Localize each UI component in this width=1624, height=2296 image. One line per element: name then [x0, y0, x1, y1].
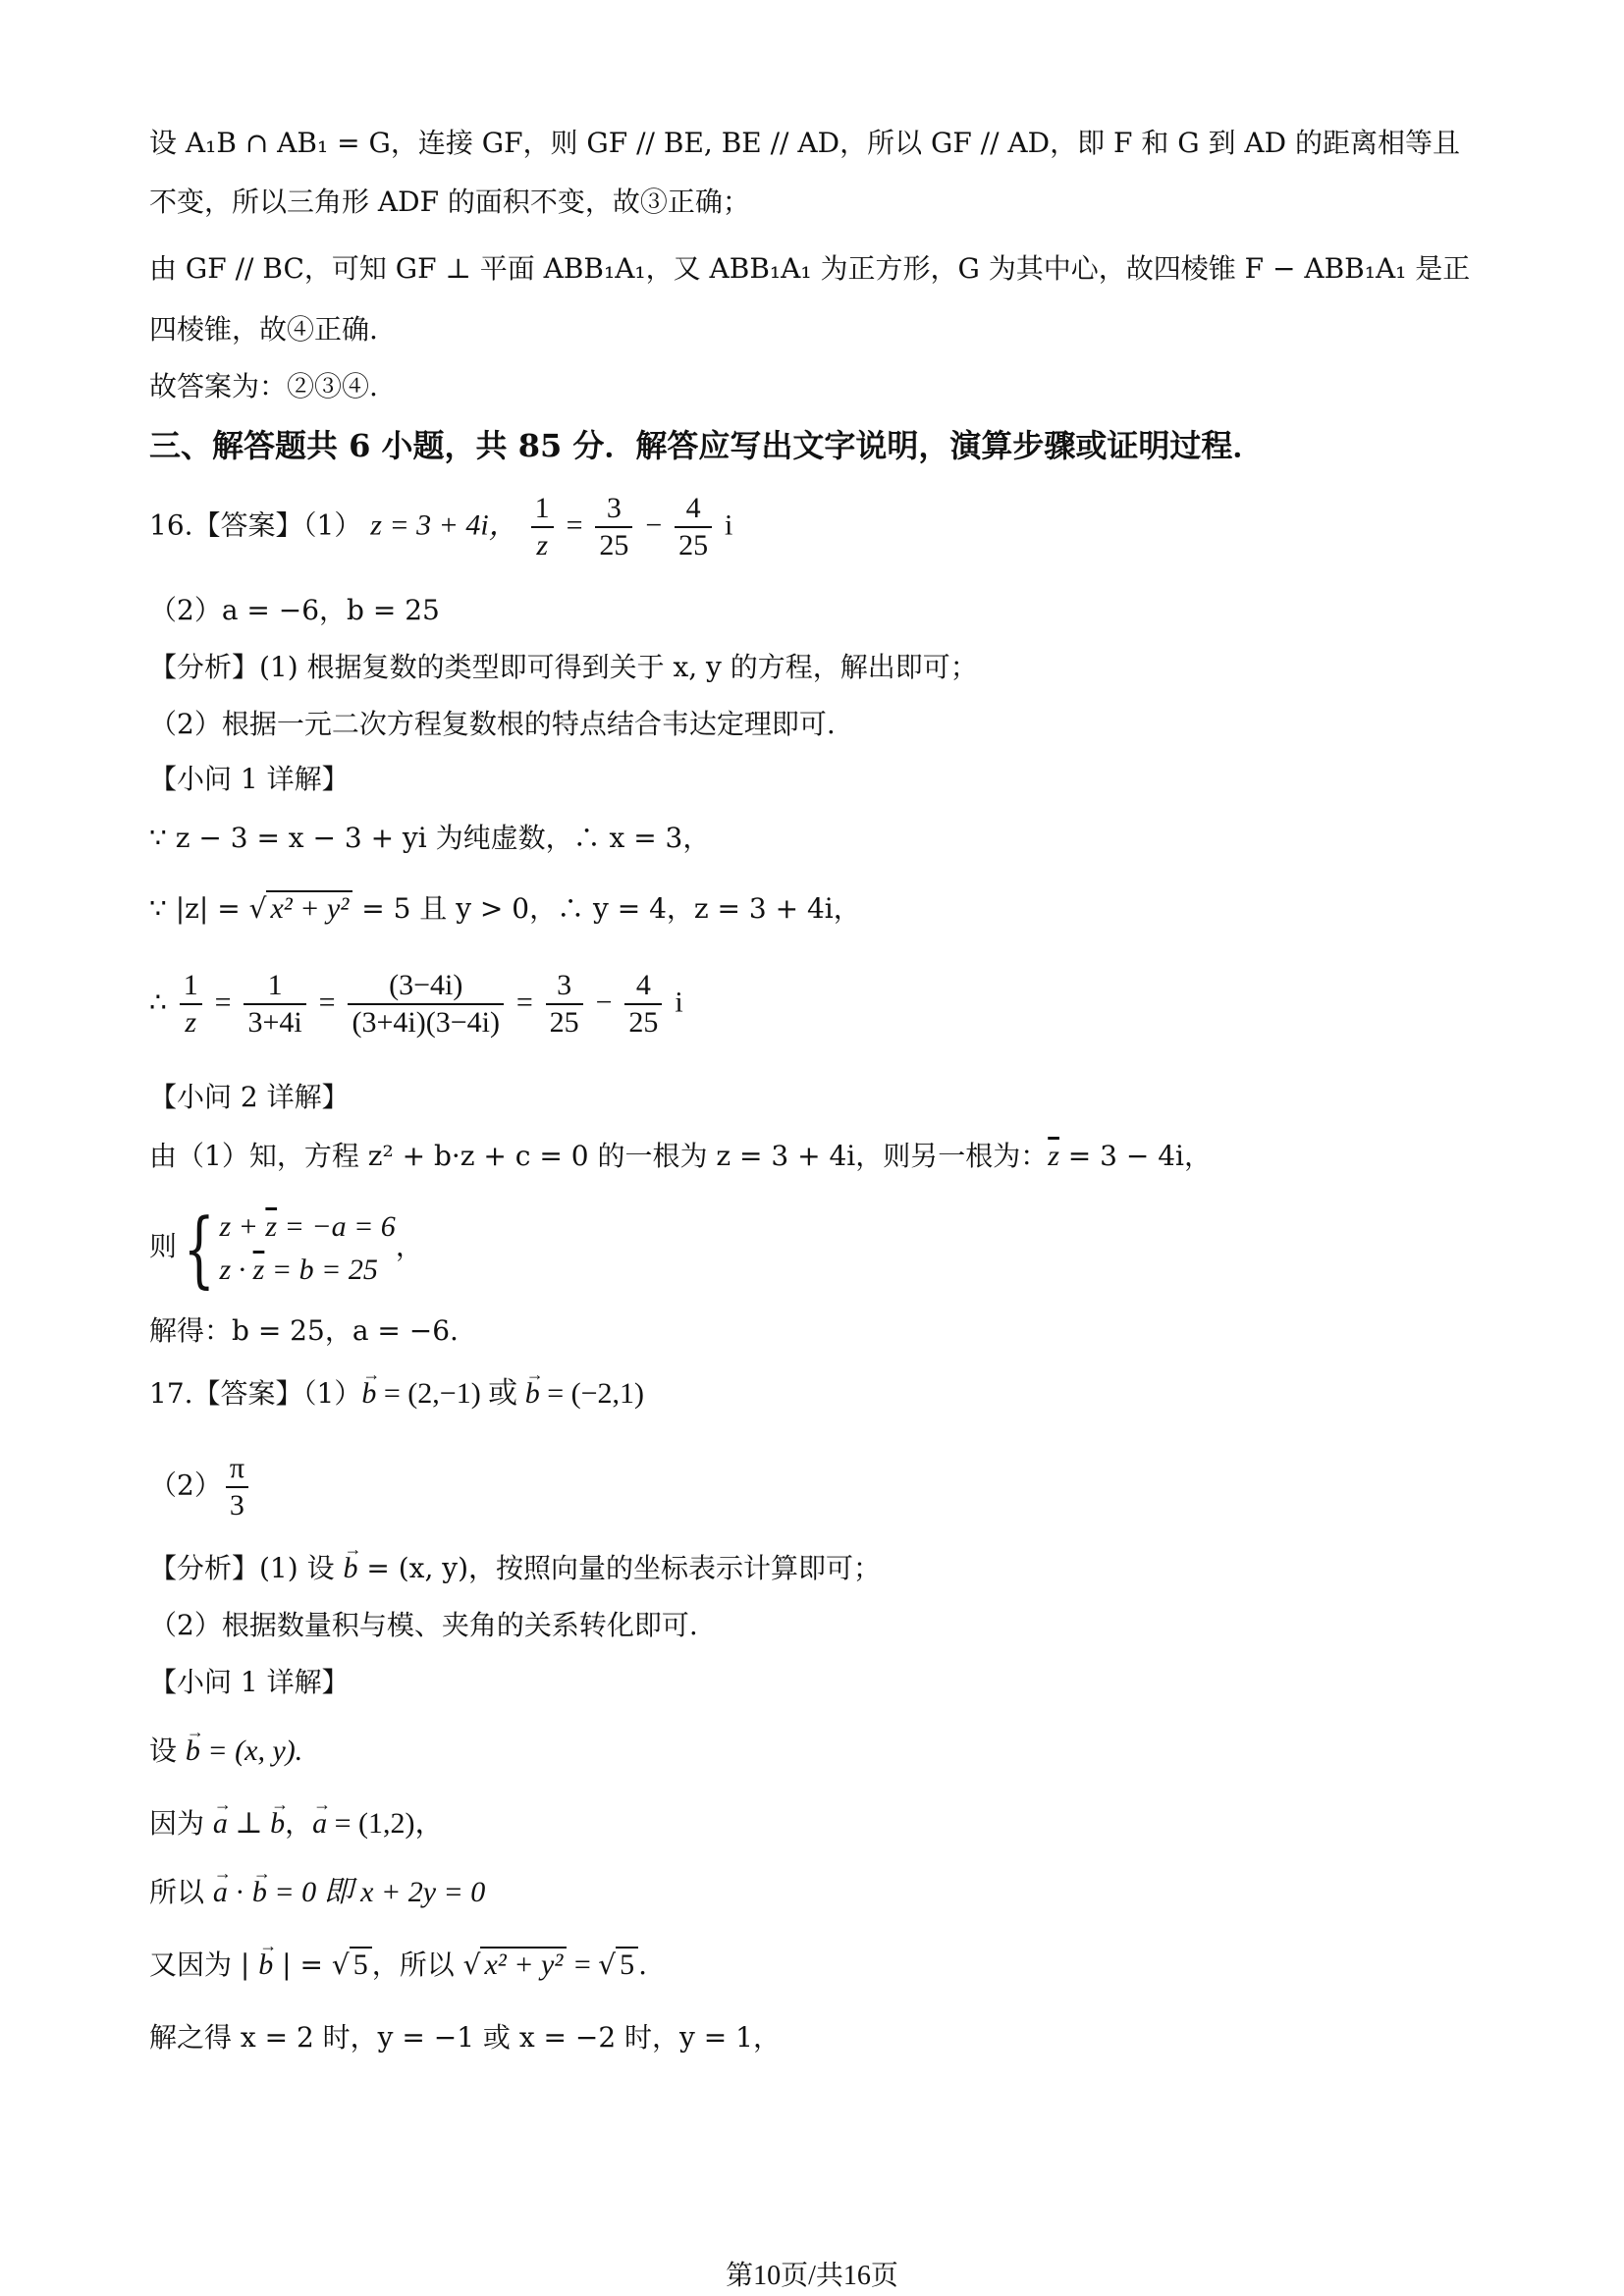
- text-line: 设 A₁B ∩ AB₁ = G，连接 GF，则 GF // BE, BE // AD，所以 GF // AD，即 F 和 G 到 AD 的距离相等且: [149, 127, 1460, 159]
- section-heading: 三、解答题共 6 小题，共 85 分．解答应写出文字说明，演算步骤或证明过程．: [149, 427, 1265, 464]
- sqrt: √ x² + y²: [249, 889, 353, 929]
- fraction: $\frac{3}{25}$: [595, 491, 632, 563]
- solution-line: 又因为 | → b | = √ 5 ，所以 √ x² + y² = √ 5 .: [149, 1946, 647, 1985]
- solution-line: 设 → b = (x, y).: [149, 1732, 302, 1771]
- fraction: $\frac{1}{z}$: [531, 491, 554, 563]
- text-line: 故答案为：②③④.: [149, 370, 378, 402]
- solution-line: 由（1）知，方程 z² + b·z + c = 0 的一根为 z = 3 + 4i，则另一根为：$\overline{z} = 3 - 4i$，: [149, 1140, 1213, 1172]
- subsection-label: 【小问 2 详解】: [149, 1081, 350, 1113]
- equation-system: 则{ $z + \overline{z} = -a = 6$ $z \cdot \overline{z} = b = 25$ ，: [149, 1200, 423, 1297]
- q17-part2: （2） $\frac{\pi}{3}$: [149, 1451, 252, 1523]
- q16-part2: （2）a = −6，b = 25: [149, 594, 440, 626]
- q16-answer-1: z = 3 + 4i，: [370, 508, 518, 542]
- solution-line: ∵ |z| = √ x² + y² = 5 且 y > 0，∴ y = 4，z = 3 + 4i，: [149, 889, 861, 929]
- solution-line: 所以 → a · → b = 0 即 x + 2y = 0: [149, 1873, 485, 1912]
- text-line: 不变，所以三角形 ADF 的面积不变，故③正确；: [149, 186, 750, 218]
- analysis: 【分析】(1) 根据复数的类型即可得到关于 x, y 的方程，解出即可；: [149, 651, 978, 683]
- q16-answer: 16.【答案】（1） z = 3 + 4i， $\frac{1}{z}$ = $\frac{3}{25}$ − $\frac{4}{25}$ i: [149, 492, 733, 561]
- fraction: $\frac{4}{25}$: [675, 491, 712, 563]
- analysis: 【分析】(1) 设 → b = (x, y)，按照向量的坐标表示计算即可；: [149, 1549, 881, 1588]
- subsection-label: 【小问 1 详解】: [149, 1666, 350, 1698]
- analysis: （2）根据数量积与模、夹角的关系转化即可.: [149, 1609, 698, 1641]
- text-line: 四棱锥，故④正确.: [149, 313, 378, 346]
- solution-line: ∵ z − 3 = x − 3 + yi 为纯虚数，∴ x = 3，: [149, 822, 711, 854]
- solution-line: ∴ $\frac{1}{z}$ = $\frac{1}{3+4i}$ = $\frac{(3-4i)}{(3+4i)(3-4i)}$ = $\frac{3}{25}$ − $\frac{4}{25}$ i: [149, 969, 683, 1039]
- solution-line: 因为 → a ⊥ → b，→ a = (1,2)，: [149, 1804, 445, 1843]
- q17-answer: 17.【答案】（1）→ b = (2,−1) 或 → b = (−2,1): [149, 1374, 644, 1414]
- solution-line: 解之得 x = 2 时，y = −1 或 x = −2 时，y = 1，: [149, 2021, 781, 2054]
- analysis: （2）根据一元二次方程复数根的特点结合韦达定理即可.: [149, 708, 836, 740]
- page-footer: 第10页/共16页: [726, 2261, 898, 2291]
- subsection-label: 【小问 1 详解】: [149, 763, 350, 795]
- text-line: 由 GF // BC，可知 GF ⊥ 平面 ABB₁A₁，又 ABB₁A₁ 为正方形，G 为其中心，故四棱锥 F − ABB₁A₁ 是正: [149, 252, 1471, 285]
- q16-prefix: 16.【答案】（1）: [149, 508, 362, 542]
- solution-line: 解得：b = 25，a = −6.: [149, 1314, 459, 1347]
